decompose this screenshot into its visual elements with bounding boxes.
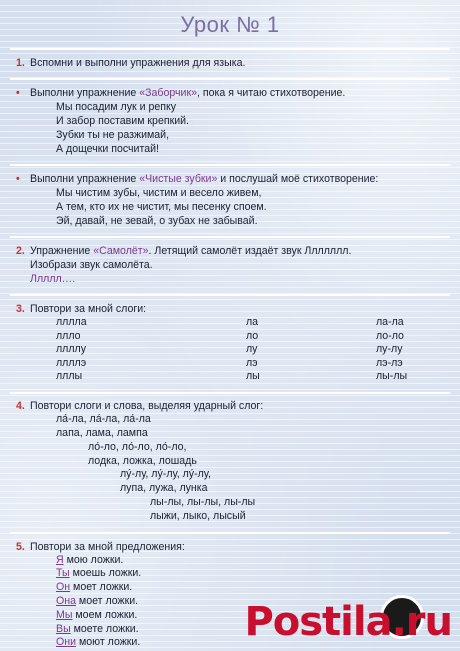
poem-line: Мы посадим лук и репку (56, 101, 177, 113)
text-part: , пока я читаю стихотворение. (196, 87, 346, 99)
poem (56, 186, 444, 228)
syllable: ллло (56, 329, 81, 342)
poem-line: А дощечки посчитай! (56, 143, 159, 155)
exercise-1 (16, 56, 444, 70)
sentence (56, 581, 444, 595)
exercise-text: Вспомни и выполни упражнения для языка. (30, 57, 246, 69)
syllable: лы-лы (376, 370, 408, 382)
syllable-table (56, 316, 444, 384)
exercise-text-line: Изобрази звук самолёта. (30, 259, 153, 271)
syllable: лэ-лэ (376, 356, 403, 369)
exercise-1-zaborchik (16, 86, 444, 156)
sentence-rest: моет ложки. (70, 581, 133, 594)
word-line: лапа, лама, лампа (56, 427, 148, 440)
text-part: Выполни упражнение (30, 173, 140, 185)
exercise-text (30, 244, 351, 258)
sentence (56, 554, 444, 568)
sentence-rest: моем ложки. (72, 608, 138, 621)
exercise-text (30, 172, 378, 186)
exercise-text: Повтори слоги и слова, выделяя ударный слог: (30, 399, 264, 412)
poem (56, 100, 444, 156)
pronoun: Ты (56, 567, 70, 580)
syllable: ла-ла (376, 316, 404, 328)
poem-line: А тем, кто их не чистит, мы песенку споем. (56, 201, 267, 213)
exercise-text: Повтори за мной предложения: (30, 540, 185, 553)
divider (10, 392, 450, 394)
word-line: лу́-лу, лу́-лу, лу́-лу, (120, 468, 211, 481)
syllable: лу-лу (376, 343, 403, 355)
syllable: лллы (56, 370, 83, 382)
syllable: ллллу (56, 343, 87, 355)
exercise-number: 4. (16, 399, 25, 412)
pronoun: Я (56, 553, 64, 566)
text-part: и послушай моё стихотворение: (217, 173, 379, 185)
word-line: лыжи, лыко, лысый (150, 509, 246, 522)
word-line: ло́-ло, ло́-ло, ло́-ло, (88, 440, 187, 453)
sentence-rest: моешь ложки. (69, 567, 142, 580)
exercise-1-chistye-zubki (16, 172, 444, 228)
exercise-4 (16, 400, 444, 524)
sentence (56, 567, 444, 581)
exercise-number: 1. (16, 57, 25, 69)
text-part: Упражнение (30, 245, 94, 257)
pronoun: Мы (56, 608, 73, 621)
exercise-name: «Чистые зубки» (139, 173, 218, 185)
exercise-name: «Заборчик» (139, 87, 197, 99)
sentence-rest: моете ложки. (70, 622, 139, 635)
exercise-2 (16, 244, 444, 286)
sentence-rest: мою ложки. (63, 553, 124, 566)
divider (10, 294, 450, 296)
exercise-number: 2. (16, 245, 25, 257)
exercise-text (30, 86, 345, 100)
pronoun: Она (56, 595, 76, 608)
syllable: лэ (246, 356, 258, 369)
exercise-3 (16, 302, 444, 384)
word-line: лы-лы, лы-лы, лы-лы (150, 496, 256, 509)
syllable: лу (246, 343, 258, 355)
title-divider (10, 48, 450, 50)
divider (10, 164, 450, 166)
divider (10, 236, 450, 238)
sentence-rest: моет ложки. (75, 595, 139, 608)
pronoun: Он (56, 581, 71, 594)
poem-line: Эй, давай, не зевай, о зубах не забывай. (56, 215, 258, 227)
word-line: лодка, ложка, лошадь (88, 454, 197, 467)
pronoun: Вы (56, 622, 71, 635)
sound-example: Ллллл…. (30, 273, 76, 285)
exercise-number: 3. (16, 303, 25, 315)
poem-line: И забор поставим крепкий. (56, 115, 189, 127)
divider (10, 78, 450, 80)
syllable: ло-ло (376, 329, 404, 342)
divider (10, 532, 450, 534)
syllable: ллллэ (56, 356, 87, 369)
poem-line: Зубки ты не разжимай, (56, 129, 170, 141)
bullet-icon: • (16, 173, 20, 185)
exercise-number: 5. (16, 540, 25, 553)
syllable: лллла (56, 316, 87, 328)
exercise-text: Повтори за мной слоги: (30, 303, 147, 315)
text-part: Выполни упражнение (30, 87, 140, 99)
word-line: лупа, лужа, лунка (120, 482, 208, 495)
text-part: . Летящий самолёт издаёт звук Ллллллл. (148, 245, 352, 257)
syllable: ло (246, 329, 259, 342)
syllable: ла (246, 316, 259, 328)
pronoun: Они (56, 636, 77, 649)
syllable: лы (246, 370, 260, 382)
word-line: ла́-ла, ла́-ла, ла́-ла (56, 413, 151, 426)
bullet-icon: • (16, 87, 20, 99)
sentence-rest: моют ложки. (76, 636, 141, 649)
page-title: Урок № 1 (180, 12, 280, 37)
postila-watermark: Postila.ru (244, 599, 452, 645)
poem-line: Мы чистим зубы, чистим и весело живем, (56, 187, 262, 199)
exercise-name: «Самолёт» (93, 245, 149, 257)
